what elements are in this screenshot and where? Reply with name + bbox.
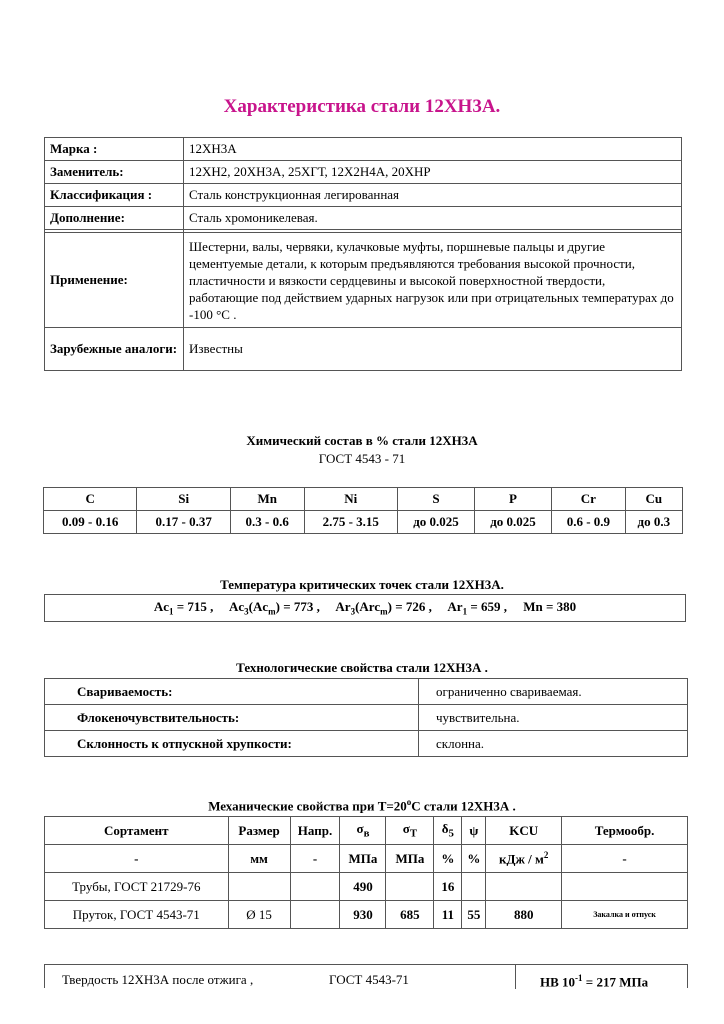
mech-cell: Пруток, ГОСТ 4543-71 xyxy=(45,901,229,929)
critical-ar1: $Ar_1 = 659$ , xyxy=(447,599,508,617)
steel-info-table xyxy=(44,137,682,371)
tech-value: ограниченно свариваемая. xyxy=(419,679,688,705)
info-label: Заменитель: xyxy=(45,161,184,184)
mech-cell: Ø 15 xyxy=(228,901,290,929)
mech-cell: 55 xyxy=(462,901,486,929)
mech-cell: 11 xyxy=(434,901,462,929)
chem-value-row xyxy=(44,511,683,534)
mech-cell xyxy=(228,873,290,901)
mech-unit: - xyxy=(290,845,340,873)
chem-value: до 0.3 xyxy=(625,511,682,534)
chem-element: P xyxy=(475,488,552,511)
mech-header: Размер xyxy=(228,817,290,845)
mech-cell: 930 xyxy=(340,901,386,929)
tech-value: чувствительна. xyxy=(419,705,688,731)
mech-header: $\sigma_в$ xyxy=(340,817,386,845)
mech-cell: Трубы, ГОСТ 21729-76 xyxy=(45,873,229,901)
info-row-grade xyxy=(45,138,682,161)
mech-unit: % xyxy=(462,845,486,873)
chem-element: Cr xyxy=(552,488,626,511)
mech-header: ψ xyxy=(462,817,486,845)
critical-ar3: $Ar_3(Arc_m) = 726$ , xyxy=(335,599,432,617)
mech-row xyxy=(45,901,688,929)
mech-header: KCU xyxy=(486,817,562,845)
tech-label: Свариваемость: xyxy=(45,679,419,705)
mech-header: Напр. xyxy=(290,817,340,845)
mech-row xyxy=(45,873,688,901)
mech-header-row xyxy=(45,817,688,845)
chem-title: Химический состав в % стали 12ХН3А xyxy=(246,433,478,448)
page-title: Характеристика стали 12ХН3А. xyxy=(223,96,501,117)
info-value: 12ХН2, 20ХН3А, 25ХГТ, 12Х2Н4А, 20ХНР xyxy=(184,161,682,184)
mech-cell xyxy=(386,873,434,901)
mech-cell xyxy=(486,873,562,901)
chem-element: S xyxy=(397,488,474,511)
tech-label: Флокеночувствительность: xyxy=(45,705,419,731)
info-value: Сталь хромоникелевая. xyxy=(184,207,682,230)
chem-element: Cu xyxy=(625,488,682,511)
info-label: Классификация : xyxy=(45,184,184,207)
info-value: 12ХН3А xyxy=(184,138,682,161)
mech-unit: кДж / $м^2$ xyxy=(486,845,562,873)
tech-value: склонна. xyxy=(419,731,688,757)
tech-row xyxy=(45,679,688,705)
mech-table xyxy=(44,816,688,929)
critical-title: Температура критических точек стали 12ХН3А. xyxy=(220,577,504,592)
info-label: Дополнение: xyxy=(45,207,184,230)
info-label: Применение: xyxy=(45,233,184,328)
mech-cell xyxy=(290,873,340,901)
critical-ac1: $Ac_1 = 715$ , xyxy=(153,599,214,617)
mech-unit: мм xyxy=(228,845,290,873)
mech-cell: Закалка и отпуск xyxy=(562,901,688,929)
tech-row xyxy=(45,705,688,731)
critical-mn: Mn = 380 xyxy=(523,599,577,614)
mech-header: Сортамент xyxy=(45,817,229,845)
mech-title: Механические свойства при $Т=20^oС$ стали 12ХН3А . xyxy=(208,797,516,814)
info-row-foreign-analogs xyxy=(45,328,682,371)
chem-element: Si xyxy=(137,488,230,511)
tech-table xyxy=(44,678,688,757)
chem-value: 0.3 - 0.6 xyxy=(230,511,304,534)
critical-ac3: $Ac_3(Ac_m) = 773$ , xyxy=(228,599,320,617)
info-value: Шестерни, валы, червяки, кулачковые муфты, поршневые пальцы и другие цементуемые детали, к которым предъявляются требования высокой прочности, пластичности и вязкости сердцевины и высокой поверхностной твердости, работающие под действием ударных нагрузок или при отрицательных температурах до -100 °С . xyxy=(184,233,682,328)
mech-unit: - xyxy=(45,845,229,873)
chem-element-row xyxy=(44,488,683,511)
mech-unit: МПа xyxy=(386,845,434,873)
chem-element: Mn xyxy=(230,488,304,511)
mech-cell xyxy=(462,873,486,901)
chem-value: 2.75 - 3.15 xyxy=(304,511,397,534)
mech-header: $\delta_5$ xyxy=(434,817,462,845)
info-row-classification xyxy=(45,184,682,207)
info-value: Сталь конструкционная легированная xyxy=(184,184,682,207)
mech-cell: 880 xyxy=(486,901,562,929)
mech-unit: % xyxy=(434,845,462,873)
mech-unit: - xyxy=(562,845,688,873)
info-row-addition xyxy=(45,207,682,230)
mech-cell: 16 xyxy=(434,873,462,901)
info-label: Марка : xyxy=(45,138,184,161)
hardness-box xyxy=(44,964,688,988)
chem-standard: ГОСТ 4543 - 71 xyxy=(318,451,406,466)
hardness-gost: ГОСТ 4543-71 xyxy=(329,972,409,987)
critical-points-box xyxy=(44,594,686,622)
chem-table xyxy=(43,487,683,534)
hardness-label: Твердость 12ХН3А после отжига , xyxy=(62,972,254,987)
hardness-value: НВ $10^{-1} = 217$ МПа xyxy=(515,965,687,989)
tech-label: Склонность к отпускной хрупкости: xyxy=(45,731,419,757)
chem-element: Ni xyxy=(304,488,397,511)
tech-row xyxy=(45,731,688,757)
info-row-application xyxy=(45,233,682,328)
chem-value: до 0.025 xyxy=(475,511,552,534)
info-row-substitute xyxy=(45,161,682,184)
mech-cell xyxy=(562,873,688,901)
mech-unit: МПа xyxy=(340,845,386,873)
chem-value: 0.17 - 0.37 xyxy=(137,511,230,534)
mech-header: $\sigma_T$ xyxy=(386,817,434,845)
mech-cell xyxy=(290,901,340,929)
chem-value: до 0.025 xyxy=(397,511,474,534)
info-label: Зарубежные аналоги: xyxy=(45,328,184,371)
mech-cell: 685 xyxy=(386,901,434,929)
mech-units-row xyxy=(45,845,688,873)
chem-element: C xyxy=(44,488,137,511)
mech-cell: 490 xyxy=(340,873,386,901)
chem-value: 0.6 - 0.9 xyxy=(552,511,626,534)
chem-value: 0.09 - 0.16 xyxy=(44,511,137,534)
info-value: Известны xyxy=(184,328,682,371)
tech-title: Технологические свойства стали 12ХН3А . xyxy=(236,660,488,675)
mech-header: Термообр. xyxy=(562,817,688,845)
